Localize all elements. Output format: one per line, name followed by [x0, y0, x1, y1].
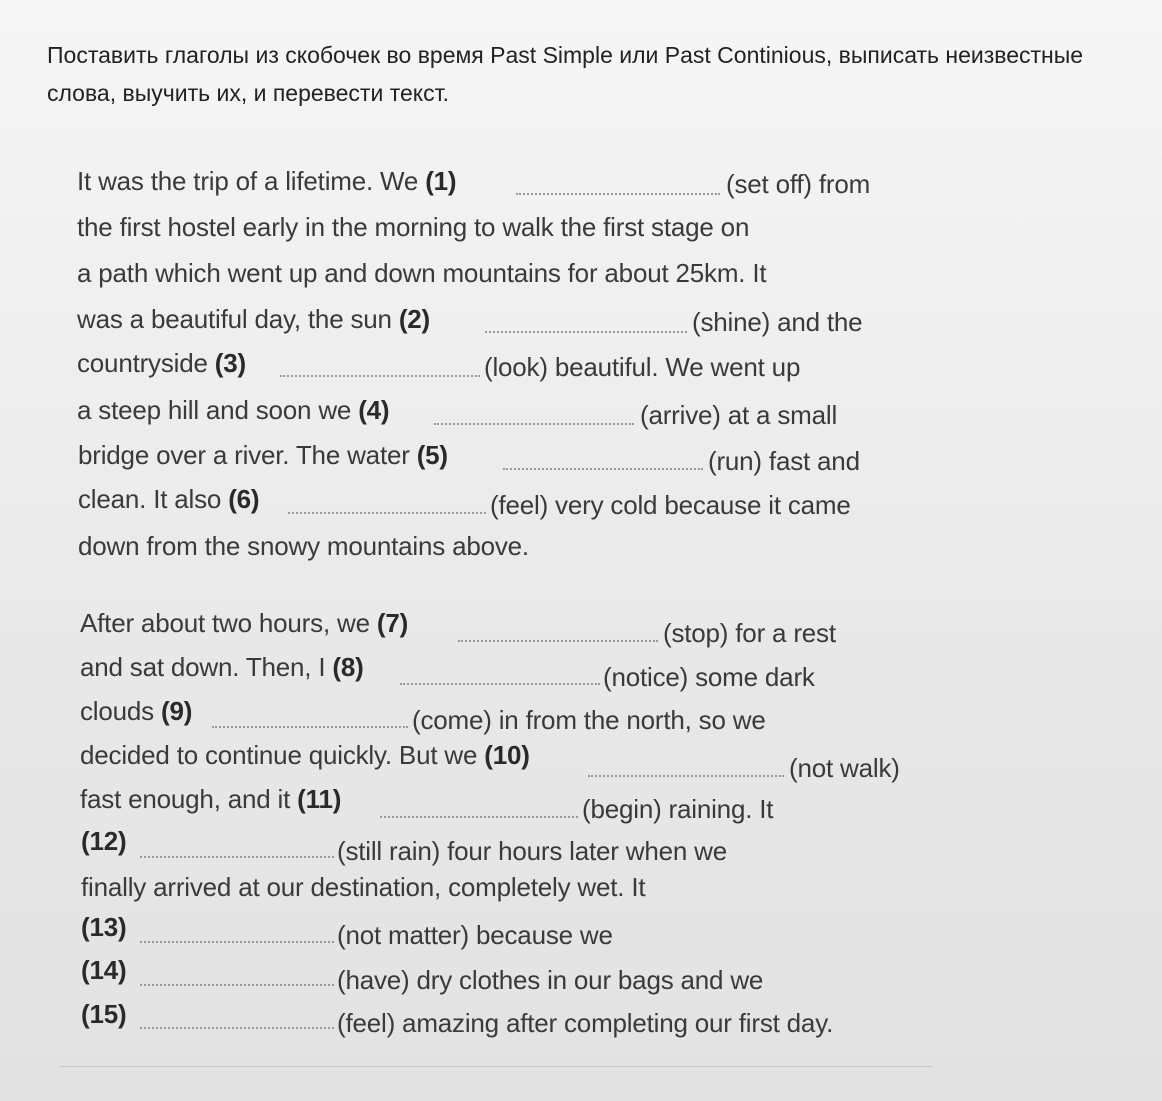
text-line: a path which went up and down mountains for about 25km. It	[77, 258, 767, 288]
instruction-text: Поставить глаголы из скобочек во время Past Simple или Past Continious, выписать неизвестные слова, выучить их, и перевести текст.	[47, 42, 1084, 106]
verb-hint: (not matter) because we	[337, 920, 613, 950]
answer-blank-3[interactable]	[280, 375, 480, 377]
answer-blank-11[interactable]	[380, 816, 578, 818]
verb-hint: (not walk)	[789, 753, 900, 783]
item-number: (7)	[376, 608, 409, 638]
answer-blank-2[interactable]	[485, 331, 687, 333]
verb-hint: (shine) and the	[692, 307, 863, 337]
text-line: clean. It also (6)	[78, 484, 260, 514]
bottom-divider	[60, 1066, 932, 1067]
item-number: (10)	[484, 740, 530, 770]
answer-blank-7[interactable]	[458, 640, 658, 642]
text-line	[81, 826, 126, 857]
verb-hint: (look) beautiful. We went up	[484, 352, 801, 382]
item-number: (14)	[81, 955, 127, 985]
item-number: (4)	[358, 395, 390, 425]
verb-hint: (arrive) at a small	[640, 400, 838, 430]
text-line: finally arrived at our destination, completely wet. It	[81, 872, 646, 902]
item-number: (3)	[214, 348, 246, 378]
verb-hint: (still rain) four hours later when we	[337, 836, 727, 866]
item-number: (1)	[425, 166, 457, 196]
answer-blank-15[interactable]	[140, 1027, 334, 1029]
text-line: was a beautiful day, the sun (2)	[77, 304, 431, 334]
item-number: (11)	[297, 784, 342, 814]
text-line: fast enough, and it (11)	[80, 784, 342, 814]
text-line: and sat down. Then, I (8)	[80, 652, 364, 682]
answer-blank-14[interactable]	[140, 984, 334, 986]
text-line	[81, 912, 126, 943]
text-line: decided to continue quickly. But we (10)	[80, 740, 530, 770]
text-line: bridge over a river. The water (5)	[78, 440, 448, 470]
text-line: the first hostel early in the morning to walk the first stage on	[77, 212, 750, 242]
item-number: (13)	[81, 912, 127, 942]
answer-blank-13[interactable]	[140, 941, 334, 943]
text-line: It was the trip of a lifetime. We (1)	[77, 166, 457, 196]
text-line: clouds (9)	[80, 696, 193, 726]
verb-hint: (come) in from the north, so we	[412, 705, 766, 735]
verb-hint: (stop) for a rest	[663, 618, 836, 648]
answer-blank-10[interactable]	[588, 775, 784, 777]
verb-hint: (set off) from	[726, 169, 871, 199]
answer-blank-5[interactable]	[503, 468, 703, 470]
item-number: (5)	[416, 440, 448, 470]
answer-blank-6[interactable]	[288, 512, 486, 514]
verb-hint: (begin) raining. It	[582, 794, 774, 824]
verb-hint: (run) fast and	[708, 446, 860, 476]
verb-hint: (feel) amazing after completing our first day.	[337, 1008, 834, 1038]
item-number: (9)	[160, 696, 193, 726]
verb-hint: (feel) very cold because it came	[490, 490, 851, 520]
answer-blank-4[interactable]	[434, 423, 634, 425]
text-line: a steep hill and soon we (4)	[77, 395, 390, 425]
text-line: After about two hours, we (7)	[80, 608, 409, 638]
answer-blank-8[interactable]	[400, 683, 600, 685]
verb-hint: (have) dry clothes in our bags and we	[337, 965, 764, 995]
verb-hint: (notice) some dark	[603, 662, 815, 692]
item-number: (2)	[398, 304, 431, 334]
item-number: (15)	[81, 999, 127, 1029]
item-number: (12)	[81, 826, 127, 856]
item-number: (6)	[228, 484, 260, 514]
text-line: down from the snowy mountains above.	[78, 531, 529, 561]
text-line	[81, 955, 126, 986]
text-line	[81, 999, 126, 1030]
answer-blank-1[interactable]	[516, 193, 720, 195]
answer-blank-9[interactable]	[212, 726, 408, 728]
answer-blank-12[interactable]	[140, 856, 334, 858]
text-line: countryside (3)	[77, 348, 246, 378]
item-number: (8)	[332, 652, 364, 682]
